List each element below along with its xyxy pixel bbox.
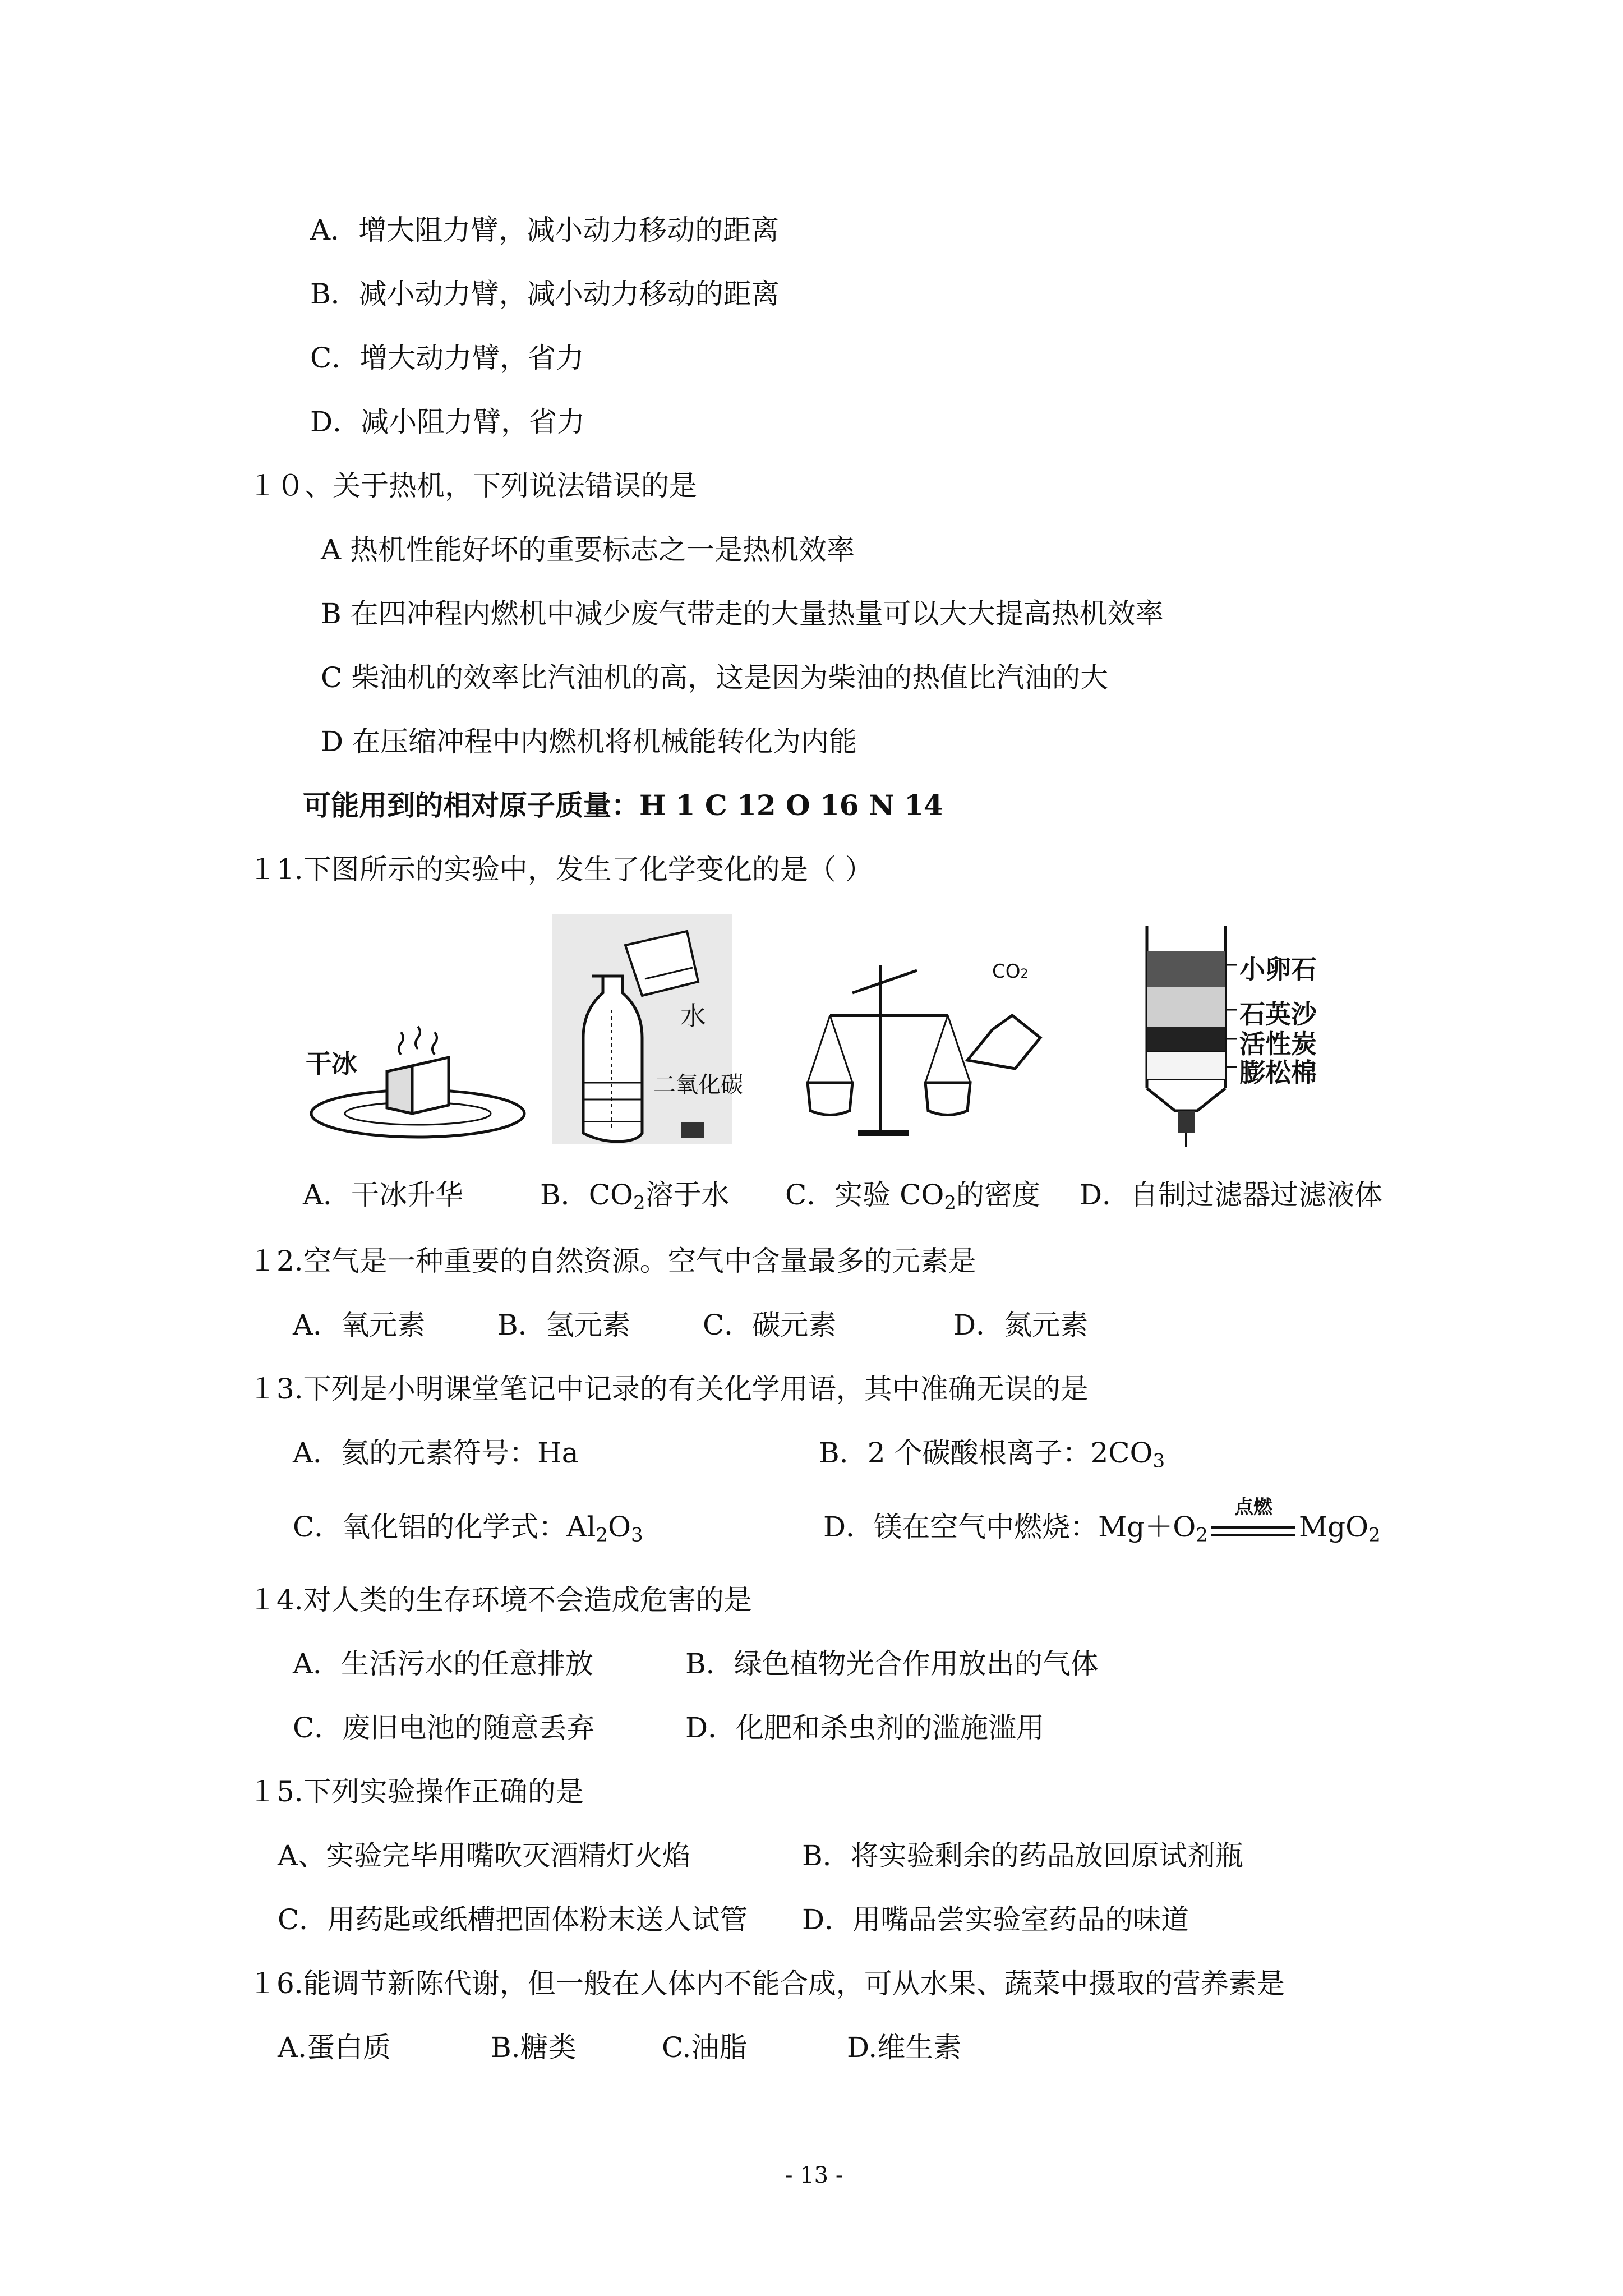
q11-stem: １1.下图所示的实验中，发生了化学变化的是（ ） [248,853,873,886]
dry-ice-label: 干冰 [306,1048,357,1079]
co2-balance-figure [799,948,1068,1150]
co2-gas-label: CO2 [992,960,1029,983]
q13-option-d: D．镁在空气中燃烧：$Mg+O_2$ 点燃 MgO$_2$ [823,1496,1381,1547]
q15-option-c: C．用药匙或纸槽把固体粉末送人试管 [278,1903,748,1936]
q13-option-a: A．氦的元素符号：Ha [293,1437,579,1469]
q16-option-a: A.蛋白质 [278,2031,391,2064]
reaction-condition: 点燃 [1211,1515,1295,1536]
q12-option-b: B．氢元素 [497,1309,630,1341]
co2-bottle-drawing [552,914,749,1150]
q11-option-d: D．自制过滤器过滤液体 [1080,1179,1383,1211]
q14-option-d: D．化肥和杀虫剂的滥施滥用 [685,1711,1045,1744]
q12-option-c: C．碳元素 [703,1309,837,1341]
q14-option-c: C．废旧电池的随意丢弃 [293,1711,595,1744]
q15-option-b: B．将实验剩余的药品放回原试剂瓶 [802,1839,1243,1872]
q14-option-b: B．绿色植物光合作用放出的气体 [685,1648,1099,1680]
q15-stem: １5.下列实验操作正确的是 [248,1775,584,1808]
cotton-label: 膨松棉 [1239,1057,1317,1088]
q13-option-b: B．2 个碳酸根离子：$2CO_3$ [819,1437,1165,1473]
q9-option-a: A．增大阻力臂，减小动力移动的距离 [310,214,780,246]
q14-option-a: A．生活污水的任意排放 [293,1648,594,1680]
q16-stem: １6.能调节新陈代谢，但一般在人体内不能合成，可从水果、蔬菜中摄取的营养素是 [248,1967,1285,2000]
q16-option-b: B.糖类 [491,2031,577,2064]
q12-option-d: D．氮元素 [953,1309,1089,1341]
q15-option-d: D．用嘴品尝实验室药品的味道 [802,1903,1189,1936]
activated-carbon-label: 活性炭 [1239,1029,1317,1059]
q13-stem: １3.下列是小明课堂笔记中记录的有关化学用语，其中准确无误的是 [248,1373,1089,1405]
q10-option-c: C 柴油机的效率比汽油机的高，这是因为柴油的热值比汽油的大 [321,661,1109,694]
page-number: - 13 - [785,2162,843,2188]
q10-option-b: B 在四冲程内燃机中减少废气带走的大量热量可以大大提高热机效率 [321,597,1164,630]
co2-bottle-label: 二氧化碳 [653,1072,743,1098]
q11-option-b: B．$CO_2$溶于水 [540,1179,730,1214]
q10-stem: １０、关于热机，下列说法错误的是 [248,470,697,502]
q9-option-d: D．减小阻力臂，省力 [310,406,585,438]
q10-option-a: A 热机性能好坏的重要标志之一是热机效率 [321,533,855,566]
q12-stem: １2.空气是一种重要的自然资源。空气中含量最多的元素是 [248,1245,976,1277]
quartz-sand-label: 石英沙 [1239,999,1317,1029]
q11-option-c: C．实验 $CO_2$的密度 [785,1179,1041,1214]
atomic-mass-note: 可能用到的相对原子质量：H 1 C 12 O 16 N 14 [303,789,943,822]
q14-stem: １4.对人类的生存环境不会造成危害的是 [248,1584,752,1616]
equals-sign [1211,1526,1295,1536]
q16-option-d: D.维生素 [847,2031,962,2064]
q9-option-b: B．减小动力臂，减小动力移动的距离 [310,278,780,310]
filter-figure [1138,920,1391,1150]
water-label: 水 [680,1001,706,1031]
dry-ice-figure [306,1010,530,1150]
q16-option-c: C.油脂 [662,2031,748,2064]
q12-option-a: A．氧元素 [293,1309,426,1341]
q11-option-a: A．干冰升华 [303,1179,464,1211]
q10-option-d: D 在压缩冲程中内燃机将机械能转化为内能 [321,725,857,758]
pebbles-label: 小卵石 [1239,954,1317,984]
q15-option-a: A、实验完毕用嘴吹灭酒精灯火焰 [278,1839,691,1872]
co2-bottle-figure [552,914,749,1150]
q9-option-c: C．增大动力臂，省力 [310,342,584,374]
q13-option-c: C．氧化铝的化学式：$Al_2O_3$ [293,1511,643,1547]
